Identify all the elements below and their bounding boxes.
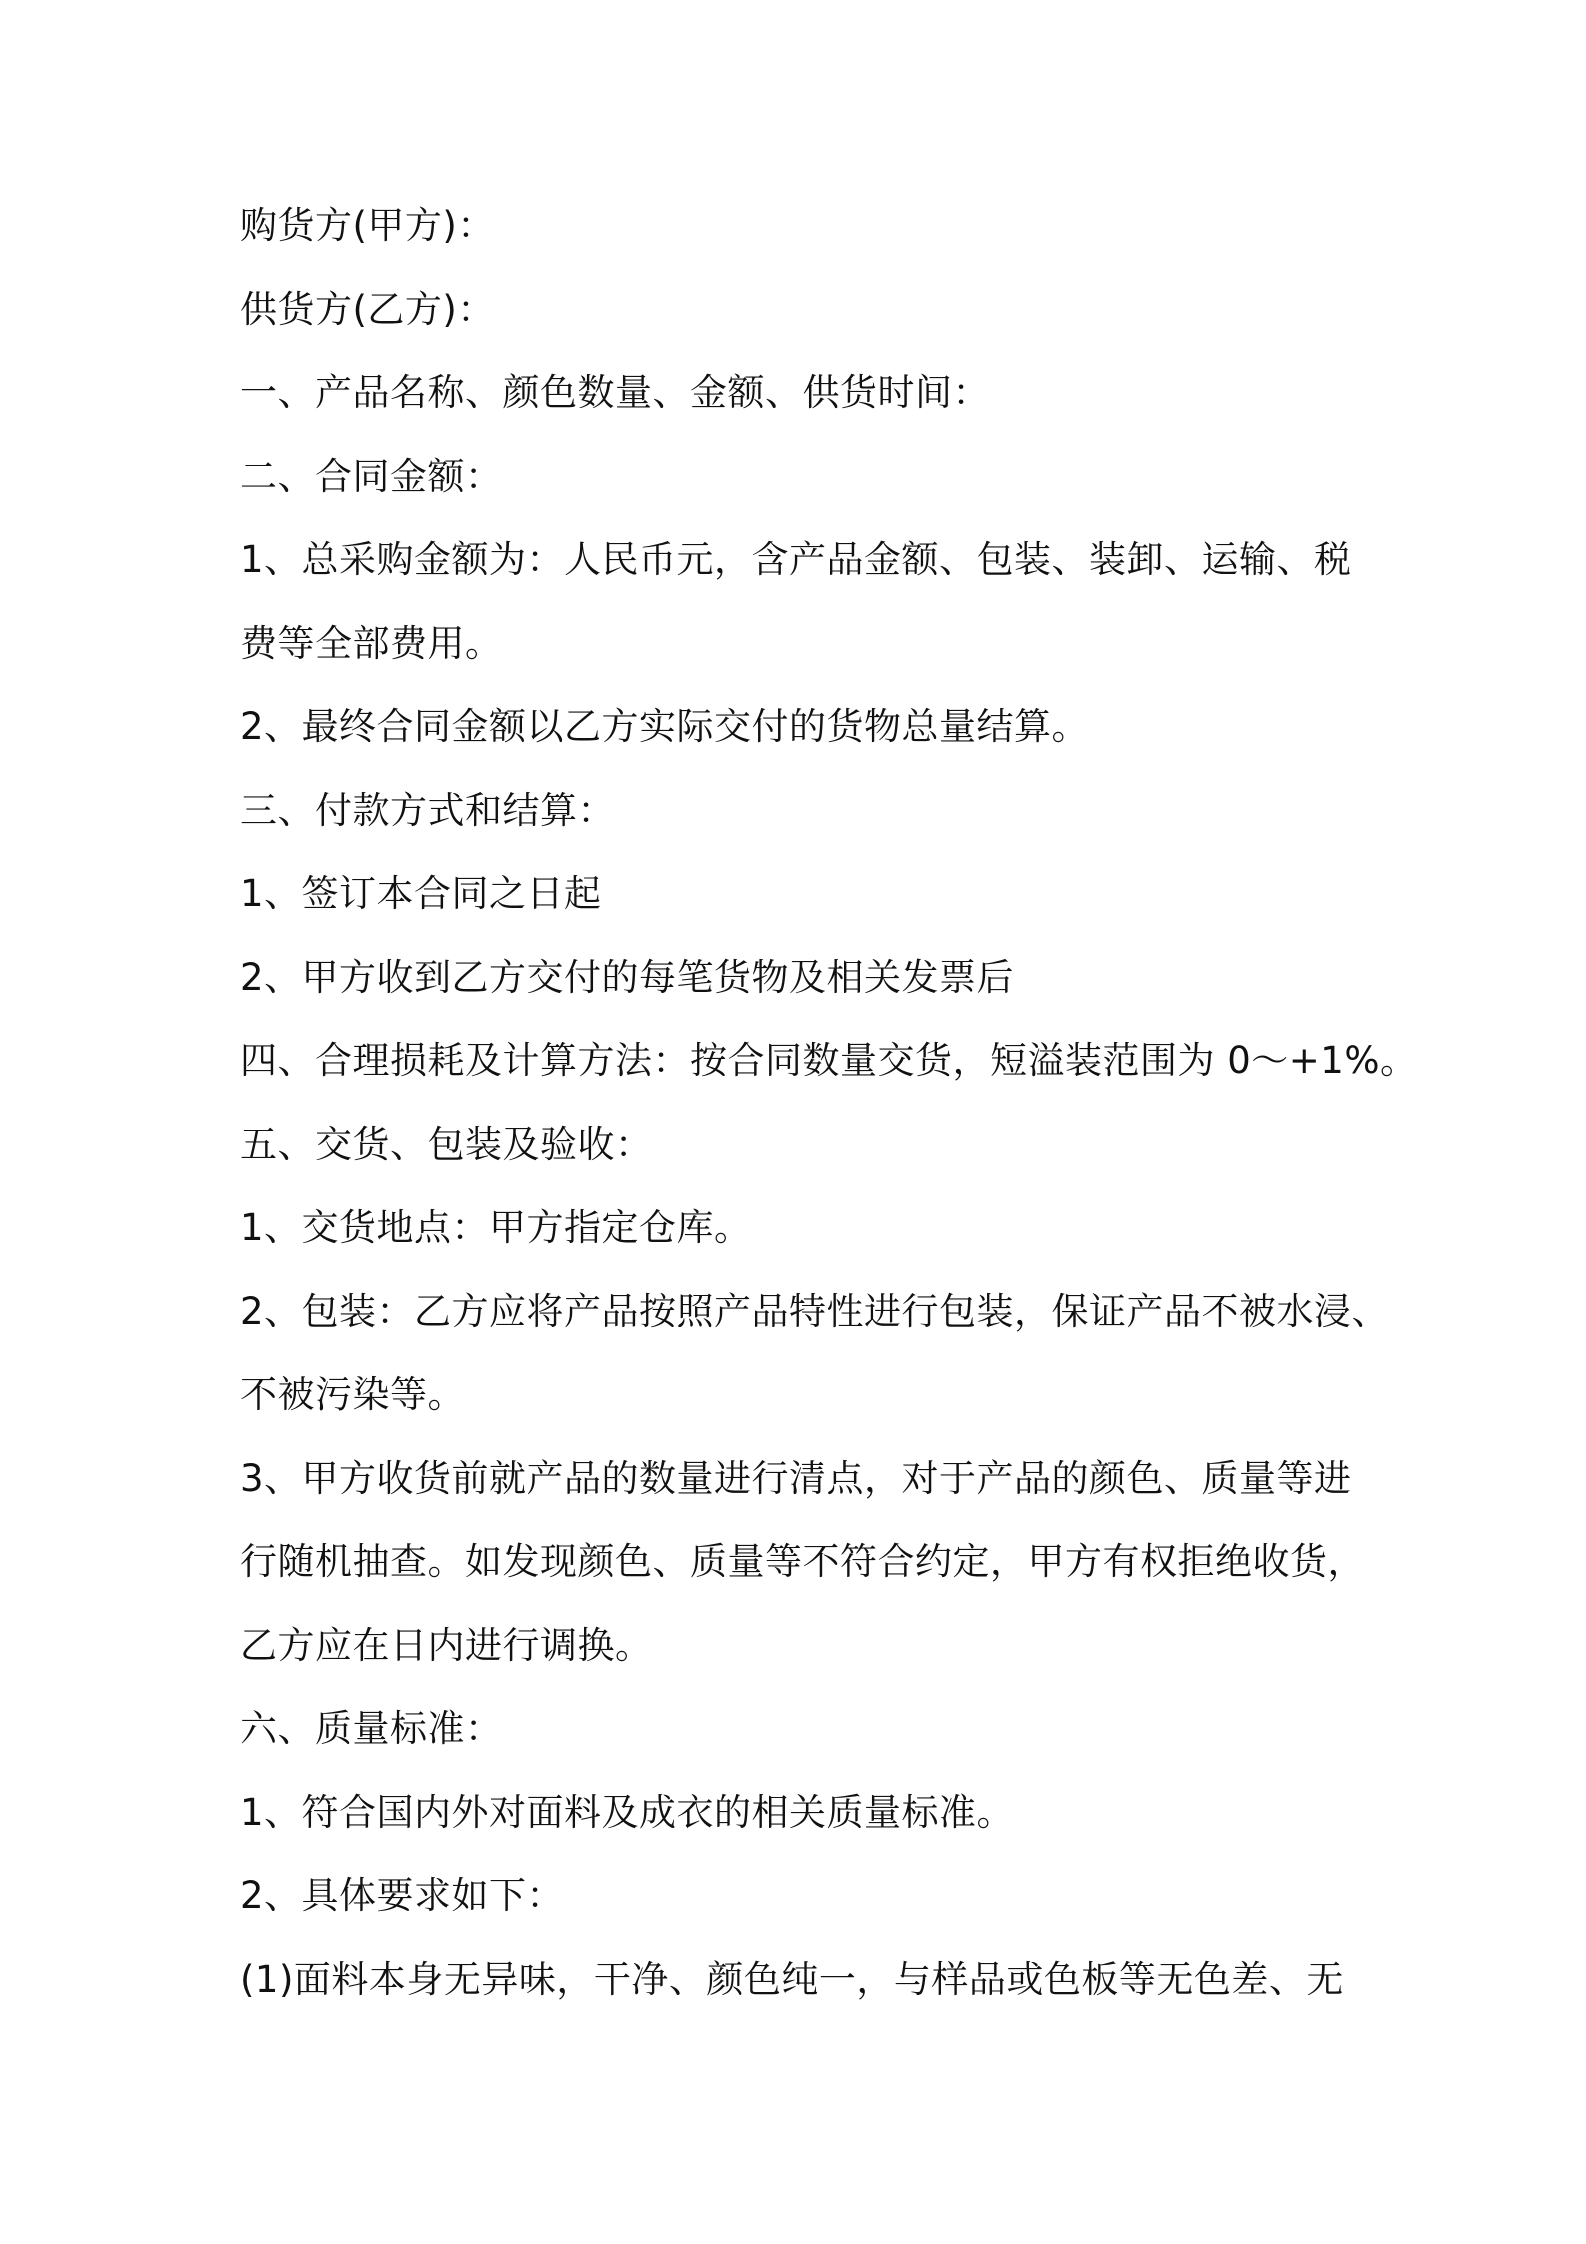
clause-6-2: 2、具体要求如下： (240, 1874, 565, 1917)
section-6-heading: 六、质量标准： (240, 1707, 503, 1750)
clause-3-2: 2、甲方收到乙方交付的每笔货物及相关发票后 (240, 955, 1015, 999)
clause-2-2: 2、最终合同金额以乙方实际交付的货物总量结算。 (240, 705, 1090, 748)
section-5-heading: 五、交货、包装及验收： (240, 1122, 653, 1166)
clause-5-3-line-3: 乙方应在日内进行调换。 (240, 1623, 653, 1667)
section-3-heading: 三、付款方式和结算： (240, 788, 615, 832)
contract-body (240, 197, 1418, 2034)
section-4-heading: 四、合理损耗及计算方法：按合同数量交货，短溢装范围为 0～+1%。 (240, 1039, 1418, 1082)
clause-5-1: 1、交货地点：甲方指定仓库。 (240, 1206, 752, 1249)
clause-6-1: 1、符合国内外对面料及成衣的相关质量标准。 (240, 1790, 1015, 1834)
clause-5-3-line-2: 行随机抽查。如发现颜色、质量等不符合约定，甲方有权拒绝收货， (240, 1540, 1365, 1583)
clause-2-1-line-1: 1、总采购金额为：人民币元，含产品金额、包装、装卸、运输、税 (240, 538, 1352, 581)
buyer-line: 购货方(甲方)： (240, 204, 495, 247)
supplier-line: 供货方(乙方)： (240, 287, 495, 331)
section-2-heading: 二、合同金额： (240, 454, 503, 498)
clause-2-1-line-2: 费等全部费用。 (240, 621, 503, 665)
clause-5-2-line-1: 2、包装：乙方应将产品按照产品特性进行包装，保证产品不被水浸、 (240, 1289, 1390, 1333)
clause-5-2-line-2: 不被污染等。 (240, 1373, 465, 1416)
section-1-heading: 一、产品名称、颜色数量、金额、供货时间： (240, 371, 990, 414)
clause-5-3-line-1: 3、甲方收货前就产品的数量进行清点，对于产品的颜色、质量等进 (240, 1456, 1352, 1500)
clause-6-2-item-1: (1)面料本身无异味，干净、颜色纯一，与样品或色板等无色差、无 (240, 1957, 1344, 2001)
clause-3-1: 1、签订本合同之日起 (240, 872, 602, 915)
